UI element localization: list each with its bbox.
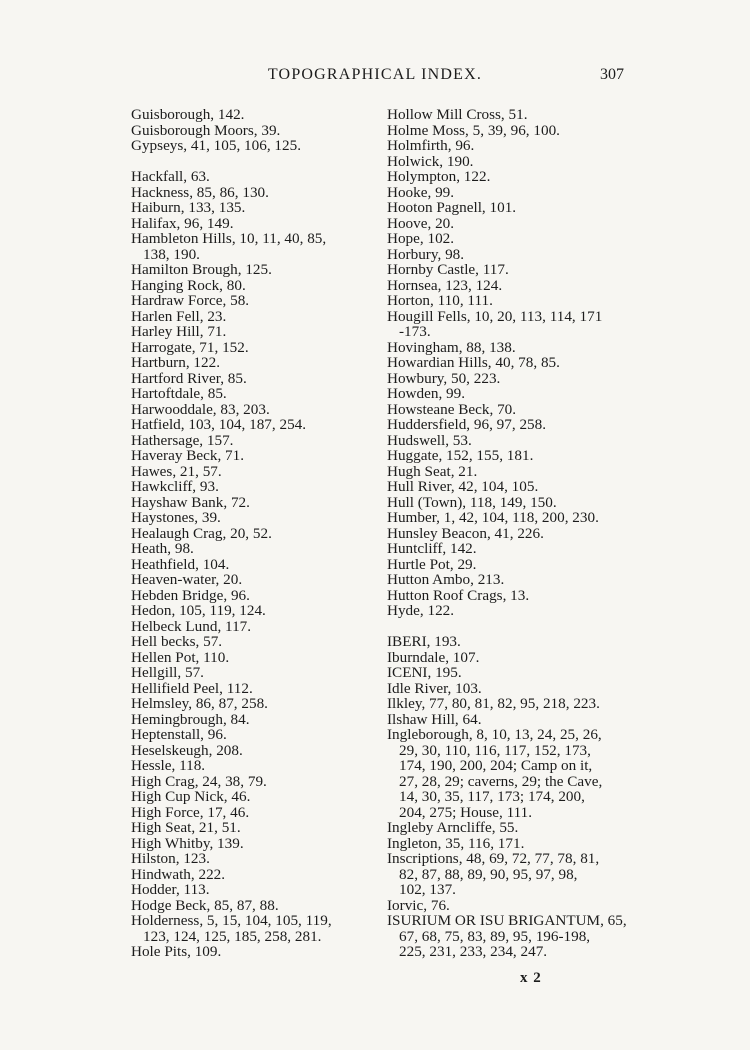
index-entry xyxy=(131,386,371,402)
index-entry xyxy=(131,851,371,867)
index-entry xyxy=(387,634,627,650)
index-entry-line: Heptenstall, 96. xyxy=(131,726,227,743)
index-entry xyxy=(387,665,627,681)
index-entry xyxy=(387,898,627,914)
index-entry xyxy=(387,913,627,960)
index-entry-line: Inscriptions, 48, 69, 72, 77, 78, 81, xyxy=(387,850,600,867)
index-entry-line: Hurtle Pot, 29. xyxy=(387,555,477,573)
index-entry-line: Huntcliff, 142. xyxy=(387,540,477,557)
index-entry xyxy=(387,836,627,852)
index-entry-line: Guisborough, 142. xyxy=(131,106,245,123)
index-entry-line: 123, 124, 125, 185, 258, 281. xyxy=(143,927,322,945)
index-entry-line: Harwooddale, 83, 203. xyxy=(131,400,270,418)
index-entry xyxy=(387,479,627,495)
index-entry xyxy=(131,898,371,914)
index-entry xyxy=(131,123,371,139)
index-entry xyxy=(131,402,371,418)
index-entry xyxy=(131,712,371,728)
index-entry xyxy=(387,417,627,433)
index-entry xyxy=(387,650,627,666)
index-entry-line: Humber, 1, 42, 104, 118, 200, 230. xyxy=(387,509,599,526)
index-list-left xyxy=(131,107,371,960)
index-entry xyxy=(131,774,371,790)
index-entry-line: Harlen Fell, 23. xyxy=(131,307,227,325)
index-entry-line: Haystones, 39. xyxy=(131,509,221,526)
index-entry-line: Hovingham, 88, 138. xyxy=(387,338,516,356)
index-entry-line: 138, 190. xyxy=(143,245,200,263)
index-entry-line: Howbury, 50, 223. xyxy=(387,369,501,387)
index-entry-line: Hilston, 123. xyxy=(131,850,210,867)
running-title: TOPOGRAPHICAL INDEX. xyxy=(267,66,483,83)
index-entry xyxy=(131,138,371,154)
index-entry-line: Howsteane Beck, 70. xyxy=(387,400,517,418)
index-entry-line: Hellgill, 57. xyxy=(131,664,204,681)
index-entry xyxy=(387,231,627,247)
index-entry-line: Guisborough Moors, 39. xyxy=(131,121,281,139)
index-entry-line: Iorvic, 76. xyxy=(387,896,450,914)
index-entry xyxy=(131,216,371,232)
index-entry xyxy=(131,541,371,557)
index-entry xyxy=(387,200,627,216)
index-entry xyxy=(387,107,627,123)
index-entry xyxy=(131,448,371,464)
index-entry-line: Hartford River, 85. xyxy=(131,369,247,387)
signature-mark: x 2 xyxy=(520,970,542,986)
index-entry-line: Hamilton Brough, 125. xyxy=(131,261,272,278)
index-entry xyxy=(387,247,627,263)
index-entry-line: Hindwath, 222. xyxy=(131,865,226,883)
page-number: 307 xyxy=(600,66,624,83)
index-entry-line: Hemingbrough, 84. xyxy=(131,710,250,728)
index-entry-line: High Crag, 24, 38, 79. xyxy=(131,772,267,790)
index-entry xyxy=(131,557,371,573)
index-entry xyxy=(131,169,371,185)
index-entry xyxy=(131,619,371,635)
index-entry-line: ICENI, 195. xyxy=(387,664,462,681)
index-entry xyxy=(131,882,371,898)
index-entry xyxy=(131,588,371,604)
index-entry-line: Ilshaw Hill, 64. xyxy=(387,710,482,728)
index-entry xyxy=(131,293,371,309)
index-entry-line: Howden, 99. xyxy=(387,385,466,402)
index-entry xyxy=(387,727,627,820)
index-entry-line: 67, 68, 75, 83, 89, 95, 196-198, xyxy=(399,927,591,945)
index-entry xyxy=(131,867,371,883)
index-entry xyxy=(131,913,371,944)
index-entry-line: Hackness, 85, 86, 130. xyxy=(131,183,269,201)
index-entry xyxy=(131,200,371,216)
index-entry xyxy=(131,417,371,433)
index-entry xyxy=(131,479,371,495)
index-entry xyxy=(131,309,371,325)
index-entry xyxy=(131,278,371,294)
index-entry-line: Holmfirth, 96. xyxy=(387,137,475,154)
index-entry-line: Hooton Pagnell, 101. xyxy=(387,199,517,216)
index-entry-line: Hartburn, 122. xyxy=(131,354,220,371)
index-entry-line: Hambleton Hills, 10, 11, 40, 85, xyxy=(131,230,327,247)
index-entry-line: Ingleton, 35, 116, 171. xyxy=(387,834,525,852)
index-entry xyxy=(387,340,627,356)
index-entry-line: Hunsley Beacon, 41, 226. xyxy=(387,524,544,542)
index-entry xyxy=(131,371,371,387)
index-entry xyxy=(387,557,627,573)
index-entry xyxy=(131,820,371,836)
index-entry-line: Holderness, 5, 15, 104, 105, 119, xyxy=(131,912,332,929)
index-section-gap xyxy=(131,154,371,170)
index-entry-line: Helmsley, 86, 87, 258. xyxy=(131,695,268,712)
index-entry xyxy=(131,464,371,480)
index-list-right xyxy=(387,107,627,960)
index-entry-line: 14, 30, 35, 117, 173; 174, 200, xyxy=(399,788,585,805)
index-entry xyxy=(387,309,627,340)
index-entry-line: Hougill Fells, 10, 20, 113, 114, 171 xyxy=(387,307,603,325)
index-entry-line: Iburndale, 107. xyxy=(387,648,480,666)
index-entry xyxy=(131,526,371,542)
index-entry-line: Hull (Town), 118, 149, 150. xyxy=(387,493,557,511)
index-entry xyxy=(387,588,627,604)
index-entry xyxy=(387,216,627,232)
index-entry-line: Hutton Ambo, 213. xyxy=(387,571,505,588)
index-entry-line: 174, 190, 200, 204; Camp on it, xyxy=(399,757,593,774)
index-entry-line: Hull River, 42, 104, 105. xyxy=(387,478,539,495)
index-entry-line: 225, 231, 233, 234, 247. xyxy=(399,943,548,960)
index-entry xyxy=(131,681,371,697)
index-column-right xyxy=(387,107,627,960)
index-entry-line: Hardraw Force, 58. xyxy=(131,292,250,309)
index-entry-line: High Cup Nick, 46. xyxy=(131,788,251,805)
index-entry-line: Hodder, 113. xyxy=(131,881,210,898)
index-entry xyxy=(131,944,371,960)
index-entry xyxy=(387,495,627,511)
index-entry-line: Hathersage, 157. xyxy=(131,431,234,449)
index-entry-line: Harrogate, 71, 152. xyxy=(131,338,249,356)
index-entry xyxy=(131,789,371,805)
index-entry xyxy=(131,433,371,449)
index-entry xyxy=(131,836,371,852)
index-entry xyxy=(387,154,627,170)
index-entry-line: Hedon, 105, 119, 124. xyxy=(131,602,266,619)
index-entry xyxy=(387,371,627,387)
index-entry xyxy=(131,355,371,371)
index-entry-line: 29, 30, 110, 116, 117, 152, 173, xyxy=(399,741,591,759)
index-entry-line: ISURIUM OR ISU BRIGANTUM, 65, xyxy=(387,912,627,929)
index-entry-line: Hornsea, 123, 124. xyxy=(387,276,503,294)
index-section-gap xyxy=(387,619,627,635)
index-entry-line: Hope, 102. xyxy=(387,230,455,247)
index-entry xyxy=(131,665,371,681)
index-entry xyxy=(387,355,627,371)
index-entry-line: 102, 137. xyxy=(399,881,456,898)
index-entry xyxy=(131,185,371,201)
index-entry xyxy=(387,402,627,418)
index-entry xyxy=(131,107,371,123)
index-entry-line: Hodge Beck, 85, 87, 88. xyxy=(131,896,279,914)
index-entry xyxy=(131,696,371,712)
index-entry xyxy=(387,541,627,557)
index-entry-line: Holwick, 190. xyxy=(387,152,474,170)
index-entry-line: IBERI, 193. xyxy=(387,633,461,650)
index-entry-line: Hawes, 21, 57. xyxy=(131,462,222,480)
index-entry-line: Hornby Castle, 117. xyxy=(387,261,509,278)
index-entry-line: -173. xyxy=(399,323,431,340)
index-entry xyxy=(387,696,627,712)
index-entry xyxy=(131,510,371,526)
index-entry xyxy=(387,169,627,185)
index-entry-line: Huddersfield, 96, 97, 258. xyxy=(387,416,547,433)
index-entry xyxy=(387,510,627,526)
index-entry-line: Hayshaw Bank, 72. xyxy=(131,493,250,511)
index-entry xyxy=(387,185,627,201)
index-entry-line: Healaugh Crag, 20, 52. xyxy=(131,524,272,542)
index-entry-line: Hooke, 99. xyxy=(387,183,455,201)
index-entry-line: Harley Hill, 71. xyxy=(131,323,227,340)
index-entry-line: Hoove, 20. xyxy=(387,214,455,232)
index-entry-line: Huggate, 152, 155, 181. xyxy=(387,447,534,464)
index-entry xyxy=(387,293,627,309)
index-entry-line: Ilkley, 77, 80, 81, 82, 95, 218, 223. xyxy=(387,695,600,712)
index-entry xyxy=(131,603,371,619)
index-entry-line: Hollow Mill Cross, 51. xyxy=(387,106,528,123)
index-entry-line: Heaven-water, 20. xyxy=(131,571,243,588)
index-entry-line: Ingleborough, 8, 10, 13, 24, 25, 26, xyxy=(387,726,602,743)
index-entry-line: High Whitby, 139. xyxy=(131,834,244,852)
index-entry xyxy=(387,681,627,697)
index-entry xyxy=(131,650,371,666)
index-entry-line: 82, 87, 88, 89, 90, 95, 97, 98, xyxy=(399,865,578,883)
index-entry xyxy=(131,634,371,650)
index-entry-line: Heselskeugh, 208. xyxy=(131,741,243,759)
index-entry xyxy=(387,433,627,449)
index-entry xyxy=(131,340,371,356)
index-entry-line: Hugh Seat, 21. xyxy=(387,462,478,480)
index-entry-line: Hebden Bridge, 96. xyxy=(131,586,250,604)
index-entry-line: Haveray Beck, 71. xyxy=(131,447,245,464)
index-entry-line: Haiburn, 133, 135. xyxy=(131,199,246,216)
index-entry-line: Hellifield Peel, 112. xyxy=(131,679,253,697)
index-column-left xyxy=(131,107,371,960)
index-entry xyxy=(387,712,627,728)
index-entry-line: 204, 275; House, 111. xyxy=(399,803,533,821)
index-entry xyxy=(131,805,371,821)
index-entry xyxy=(387,603,627,619)
index-entry xyxy=(387,138,627,154)
index-entry-line: Helbeck Lund, 117. xyxy=(131,617,252,635)
index-entry-line: Howardian Hills, 40, 78, 85. xyxy=(387,354,560,371)
index-entry xyxy=(131,324,371,340)
index-entry-line: Hudswell, 53. xyxy=(387,431,472,449)
index-entry xyxy=(131,743,371,759)
index-entry-line: Heath, 98. xyxy=(131,540,194,557)
index-entry xyxy=(131,495,371,511)
index-entry-line: Hutton Roof Crags, 13. xyxy=(387,586,530,604)
index-entry xyxy=(131,758,371,774)
index-entry-line: Heathfield, 104. xyxy=(131,555,230,573)
index-entry xyxy=(387,448,627,464)
index-entry-line: Holme Moss, 5, 39, 96, 100. xyxy=(387,121,560,139)
index-entry xyxy=(131,262,371,278)
index-entry xyxy=(387,278,627,294)
index-entry-line: Hanging Rock, 80. xyxy=(131,276,246,294)
index-entry xyxy=(387,851,627,898)
index-entry xyxy=(387,386,627,402)
index-entry-line: Holympton, 122. xyxy=(387,168,491,185)
index-entry xyxy=(131,572,371,588)
index-entry-line: Horbury, 98. xyxy=(387,245,465,263)
index-entry-line: High Seat, 21, 51. xyxy=(131,819,241,836)
index-entry xyxy=(387,464,627,480)
index-entry xyxy=(131,231,371,262)
index-entry-line: Hackfall, 63. xyxy=(131,168,210,185)
index-entry-line: Halifax, 96, 149. xyxy=(131,214,234,232)
index-entry xyxy=(387,572,627,588)
index-entry-line: Horton, 110, 111. xyxy=(387,292,493,309)
index-entry xyxy=(387,526,627,542)
index-entry-line: High Force, 17, 46. xyxy=(131,803,250,821)
index-entry-line: Hatfield, 103, 104, 187, 254. xyxy=(131,416,307,433)
index-entry-line: Hawkcliff, 93. xyxy=(131,478,219,495)
index-entry-line: 27, 28, 29; caverns, 29; the Cave, xyxy=(399,772,603,790)
index-entry-line: Hessle, 118. xyxy=(131,757,206,774)
index-entry xyxy=(387,262,627,278)
index-entry xyxy=(387,820,627,836)
index-entry-line: Hyde, 122. xyxy=(387,602,455,619)
index-entry-line: Ingleby Arncliffe, 55. xyxy=(387,819,519,836)
index-entry-line: Idle River, 103. xyxy=(387,679,482,697)
index-entry-line: Hole Pits, 109. xyxy=(131,943,222,960)
index-entry xyxy=(131,727,371,743)
index-entry xyxy=(387,123,627,139)
index-entry-line: Hellen Pot, 110. xyxy=(131,648,230,666)
index-entry-line: Hell becks, 57. xyxy=(131,633,223,650)
index-entry-line: Hartoftdale, 85. xyxy=(131,385,227,402)
index-entry-line: Gypseys, 41, 105, 106, 125. xyxy=(131,137,302,154)
